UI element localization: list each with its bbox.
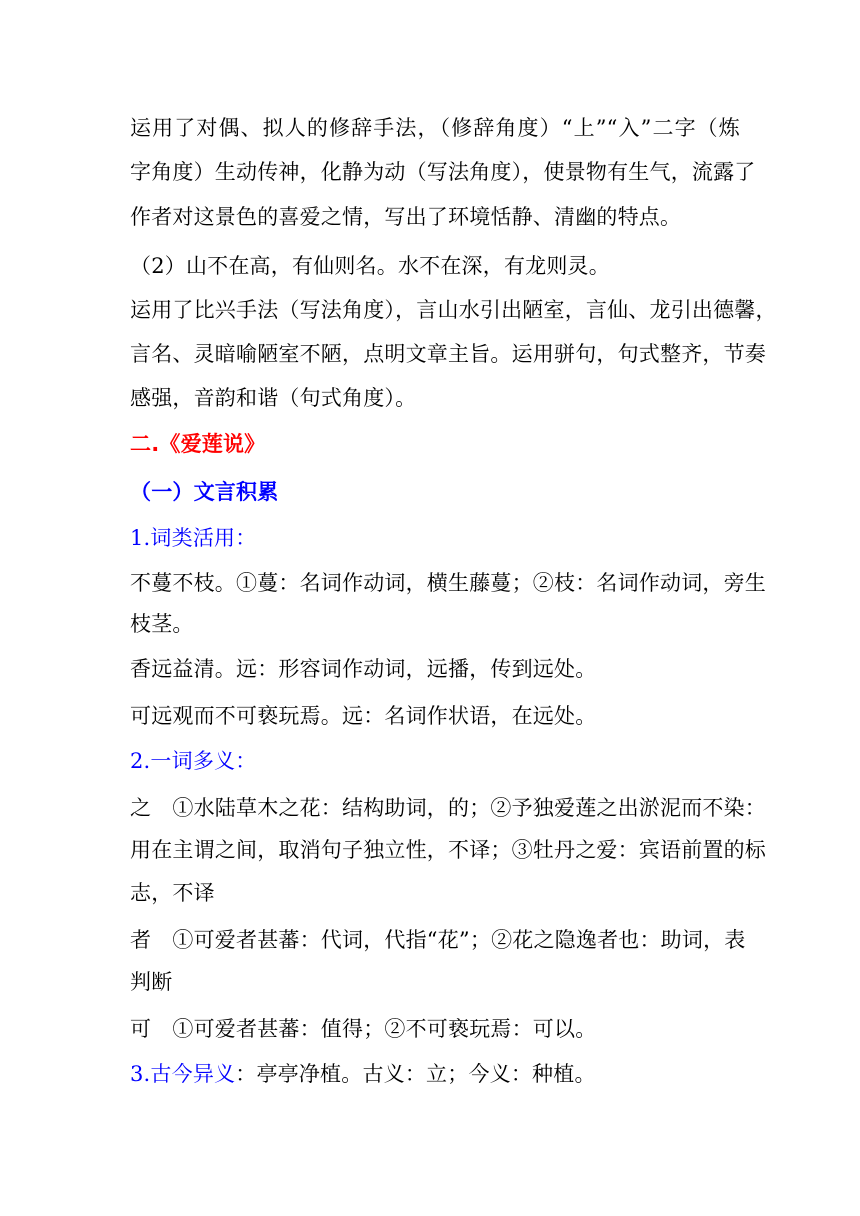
paragraph-line: 运用了比兴手法（写法角度），言山水引出陋室，言仙、龙引出德馨，	[130, 298, 777, 322]
paragraph-line: 感强，音韵和谐（句式角度）。	[130, 386, 417, 410]
item-heading: 3.古今异义	[130, 1062, 236, 1086]
paragraph-line: 可 ①可爱者甚蕃：值得；②不可亵玩焉：可以。	[130, 1017, 597, 1041]
item-heading: 1.词类活用：	[130, 526, 257, 550]
paragraph-line: 作者对这景色的喜爱之情，写出了环境恬静、清幽的特点。	[130, 205, 682, 229]
paragraph-line: 香远益清。远：形容词作动词，远播，传到远处。	[130, 657, 597, 681]
paragraph-line: 枝茎。	[130, 612, 194, 636]
section-heading: 二.《爱莲说》	[130, 432, 266, 456]
paragraph-line	[130, 1060, 740, 1088]
paragraph-line: 判断	[130, 970, 173, 994]
item-heading: 2.一词多义：	[130, 749, 257, 773]
paragraph-line: （2）山不在高，有仙则名。水不在深，有龙则灵。	[130, 254, 610, 278]
paragraph-line: 可远观而不可亵玩焉。远：名词作状语，在远处。	[130, 704, 597, 728]
paragraph-line: 之 ①水陆草木之花：结构助词，的；②予独爱莲之出淤泥而不染：	[130, 796, 766, 820]
paragraph-line: 者 ①可爱者甚蕃：代词，代指“花”；②花之隐逸者也：助词，表	[130, 928, 746, 952]
paragraph-line: 言名、灵暗喻陋室不陋，点明文章主旨。运用骈句，句式整齐，节奏	[130, 342, 766, 366]
paragraph-line: 志，不译	[130, 881, 215, 905]
paragraph-line: 不蔓不枝。①蔓：名词作动词，横生藤蔓；②枝：名词作动词，旁生	[130, 571, 766, 595]
paragraph-line: 用在主谓之间，取消句子独立性，不译；③牡丹之爱：宾语前置的标	[130, 838, 766, 862]
paragraph-line: 运用了对偶、拟人的修辞手法，（修辞角度）“上”“入”二字（炼	[130, 116, 740, 140]
paragraph-line: 字角度）生动传神，化静为动（写法角度），使景物有生气，流露了	[130, 160, 756, 184]
item-text: ：亭亭净植。古义：立；今义：种植。	[235, 1062, 596, 1086]
subsection-heading: （一）文言积累	[130, 480, 279, 504]
